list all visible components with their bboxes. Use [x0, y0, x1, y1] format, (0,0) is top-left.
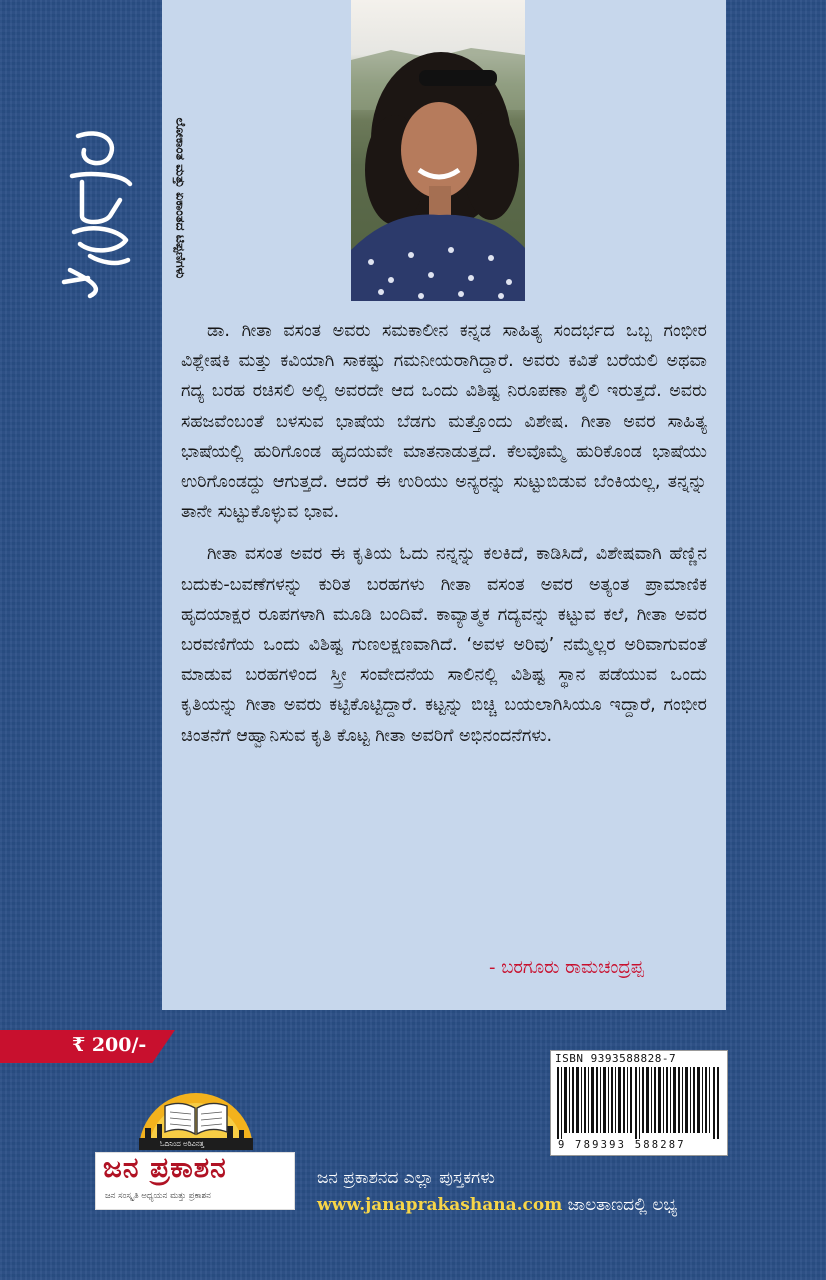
title-lettering: [60, 120, 140, 300]
blurb-paragraph-1: ಡಾ. ಗೀತಾ ವಸಂತ ಅವರು ಸಮಕಾಲೀನ ಕನ್ನಡ ಸಾಹಿತ್ಯ ಸಂದರ್ಭದ ಒಬ್ಬ ಗಂಭೀರ ವಿಶ್ಲೇಷಕಿ ಮತ್ತು ಕವಿಯಾಗಿ ಸಾಕಷ್ಟು ಗಮನೀಯರಾಗಿದ್ದಾರೆ. ಅವರು ಕವಿತೆ ಬರೆಯಲಿ ಅಥವಾ ಗದ್ಯ ಬರಹ ರಚಿಸಲಿ ಅಲ್ಲಿ ಅವರದೇ ಆದ ಒಂದು ವಿಶಿಷ್ಟ ನಿರೂಪಣಾ ಶೈಲಿ ಇರುತ್ತದೆ. ಅವರು ಸಹಜವೆಂಬಂತೆ ಬಳಸುವ ಭಾಷೆಯ ಬೆಡಗು ಮತ್ತೊಂದು ವಿಶೇಷ. ಗೀತಾ ಅವರ ಸಾಹಿತ್ಯ ಭಾಷೆಯಲ್ಲಿ ಹುರಿಗೊಂಡ ಹೃದಯವೇ ಮಾತನಾಡುತ್ತದೆ. ಕೆಲವೊಮ್ಮೆ ಹುರಿಕೊಂಡ ಭಾಷೆಯು ಉರಿಗೊಂಡದ್ದು ಆಗುತ್ತದೆ. ಆದರೆ ಈ ಉರಿಯು ಅನ್ಯರನ್ನು ಸುಟ್ಟುಬಿಡುವ ಬೆಂಕಿಯಲ್ಲ, ತನ್ನನ್ನು ತಾನೇ ಸುಟ್ಟುಕೊಳ್ಳುವ ಭಾವ.: [181, 321, 707, 523]
blurb-paragraph-2: ಗೀತಾ ವಸಂತ ಅವರ ಈ ಕೃತಿಯ ಓದು ನನ್ನನ್ನು ಕಲಕಿದೆ, ಕಾಡಿಸಿದೆ, ವಿಶೇಷವಾಗಿ ಹೆಣ್ಣಿನ ಬದುಕು-ಬವಣೆಗಳನ್ನು ಕುರಿತ ಬರಹಗಳು ಗೀತಾ ವಸಂತ ಅವರ ಅತ್ಯಂತ ಪ್ರಾಮಾಣಿಕ ಹೃದಯಾಕ್ಷರ ರೂಪಗಳಾಗಿ ಮೂಡಿ ಬಂದಿವೆ. ಕಾವ್ಯಾತ್ಮಕ ಗದ್ಯವನ್ನು ಕಟ್ಟುವ ಕಲೆ, ಗೀತಾ ಅವರ ಬರವಣಿಗೆಯ ಒಂದು ವಿಶಿಷ್ಟ ಗುಣಲಕ್ಷಣವಾಗಿದೆ. ‘ಅವಳ ಅರಿವು’ ನಮ್ಮೆಲ್ಲರ ಅರಿವಾಗುವಂತೆ ಮಾಡುವ ಬರಹಗಳಿಂದ ಸ್ತ್ರೀ ಸಂವೇದನೆಯ ಸಾಲಿನಲ್ಲಿ ವಿಶಿಷ್ಟ ಸ್ಥಾನ ಪಡೆಯುವ ಒಂದು ಕೃತಿಯನ್ನು ಗೀತಾ ಅವರು ಕಟ್ಟಿಕೊಟ್ಟಿದ್ದಾರೆ. ಕಟ್ಟನ್ನು ಬಿಚ್ಚಿ ಬಯಲಾಗಿಸಿಯೂ ಇದ್ದಾರೆ, ಗಂಭೀರ ಚಿಂತನೆಗೆ ಆಹ್ವಾನಿಸುವ ಕೃತಿ ಕೊಟ್ಟ ಗೀತಾ ಅವರಿಗೆ ಅಭಿನಂದನೆಗಳು.: [181, 544, 707, 746]
publisher-url-line: [317, 1195, 677, 1215]
publisher-website-link[interactable]: www.janaprakashana.com: [317, 1195, 563, 1215]
blurb-text: [181, 316, 707, 763]
blurb-signature: - ಬರಗೂರು ರಾಮಚಂದ್ರಪ್ಪ: [489, 957, 644, 978]
emblem-caption: ಓದಿನಿಂದ ಅರಿವಿನತ್ತ: [160, 1140, 204, 1148]
author-portrait-illustration: [351, 0, 525, 301]
book-subtitle-vertical: [168, 85, 192, 310]
book-title: [60, 120, 140, 300]
publisher-availability: ಜಾಲತಾಣದಲ್ಲಿ ಲಭ್ಯ: [567, 1195, 678, 1215]
isbn-label: ISBN 9393588828-7: [555, 1052, 677, 1065]
author-photo: [351, 0, 525, 301]
publisher-name: ಜನ ಪ್ರಕಾಶನ: [103, 1151, 227, 1184]
publisher-tagline: ಜನ ಸಂಸ್ಕೃತಿ ಅಧ್ಯಯನ ಮತ್ತು ಪ್ರಕಾಶನ: [105, 1191, 211, 1201]
book-subtitle: ಲೋಕಾಂತ ಮತ್ತು ಏಕಾಂತದ ಟಿಪ್ಪಣಿಗಳು: [173, 117, 188, 278]
barcode-icon: [557, 1067, 721, 1139]
publisher-books-line: ಜನ ಪ್ರಕಾಶನದ ಎಲ್ಲಾ ಪುಸ್ತಕಗಳು: [317, 1168, 495, 1188]
isbn-digits: 9 789393 588287: [558, 1139, 686, 1151]
price-label: ₹ 200/-: [72, 1034, 147, 1056]
